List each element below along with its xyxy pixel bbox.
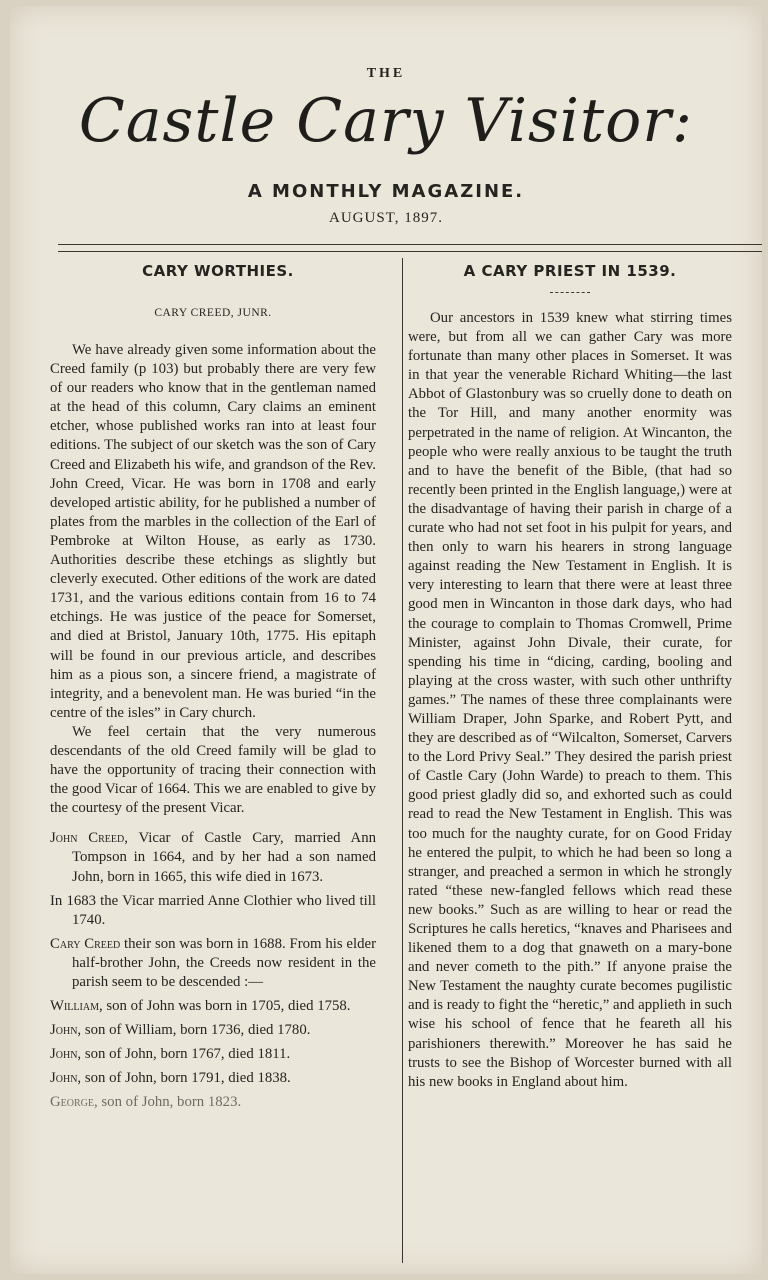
genealogy-entry (50, 1093, 376, 1112)
article-heading-cary-priest: A CARY PRIEST IN 1539. (463, 262, 677, 280)
issue-date: AUGUST, 1897. (329, 210, 443, 226)
genealogy-entry (50, 997, 376, 1016)
heading-ornament-rule (550, 292, 590, 293)
genealogy-list (50, 829, 376, 1112)
genealogy-name: William, (50, 998, 103, 1015)
column-divider (402, 258, 403, 1263)
magazine-page (10, 6, 762, 1274)
magazine-title: Castle Cary Visitor: (78, 86, 694, 156)
article-paragraph: We feel certain that the very numerous descendants of the old Creed family will be glad to have the opportunity of tracing their connection with the good Vicar of 1664. This we are enabled to give by the courtesy of the present Vicar. (50, 723, 376, 817)
genealogy-name: John, (50, 1070, 82, 1087)
masthead-double-rule (58, 244, 762, 252)
genealogy-text: son of John, born 1823. (97, 1094, 242, 1111)
genealogy-text: In 1683 the Vicar married Anne Clothier who lived till 1740. (50, 892, 376, 928)
left-column-article (50, 262, 376, 1118)
genealogy-name: John, (50, 1046, 82, 1063)
genealogy-name: George, (50, 1094, 98, 1111)
genealogy-name: John, (50, 1022, 82, 1039)
genealogy-entry (50, 1069, 376, 1088)
genealogy-text: son of John was born in 1705, died 1758. (102, 998, 351, 1015)
genealogy-text: son of William, born 1736, died 1780. (81, 1022, 311, 1039)
magazine-subtitle: A MONTHLY MAGAZINE. (247, 181, 525, 202)
genealogy-entry (50, 1021, 376, 1040)
article-paragraph: We have already given some information about the Creed family (p 103) but probably there are very few of our readers who know that in the gentleman named at the head of this column, Cary claims an eminent etcher, whose published works ran into at least four editions. The subject of our sketch was the son of Cary Creed and Elizabeth his wife, and grandson of the Rev. John Creed, Vicar. He was born in 1708 and early developed artistic ability, for he published a number of plates from the marbles in the collection of the Earl of Pembroke at Wilton House, as early as 1730. Authorities describe these etchings as slightly but cleverly executed. Other editions of the work are dated 1731, and the various editions contain from 16 to 74 etchings. He was justice of the peace for Somerset, and died at Bristol, January 10th, 1775. His epitaph will be found in our previous article, and describes him as a pious son, a sincere friend, a magistrate of integrity, and a benevolent man. He was buried “in the centre of the isles” in Cary church. (50, 342, 376, 721)
genealogy-text: their son was born in 1688. From his elder half-brother John, the Creeds now resident in the parish seem to be descended :— (72, 935, 376, 990)
genealogy-entry (50, 829, 376, 886)
genealogy-name: John Creed, (50, 830, 128, 847)
article-heading-cary-worthies: CARY WORTHIES. (142, 262, 294, 280)
genealogy-text: son of John, born 1791, died 1838. (81, 1070, 291, 1087)
genealogy-text: son of John, born 1767, died 1811. (81, 1046, 291, 1063)
masthead-the: THE (366, 66, 406, 81)
article-byline: CARY CREED, JUNR. (154, 307, 272, 319)
genealogy-name: Cary Creed (50, 935, 121, 952)
right-column-article (408, 262, 732, 1092)
genealogy-entry (50, 892, 376, 930)
article-paragraph: Our ancestors in 1539 knew what stirring times were, but from all we can gather Cary was more fortunate than many other places in Somerset. It was in that year the venerable Richard Whiting—the last Abbot of Glastonbury was so cruelly done to death on the Tor Hill, and many another enormity was perpetrated in the name of religion. At Wincanton, the people who were really anxious to be taught the truth and to have the benefit of the Bible, (that had so recently been printed in the English language,) were at the disadvantage of having their parish in charge of a curate who had not set foot in his pulpit for years, and then only to warn his hearers in strong language against reading the New Testament in English. It is very interesting to learn that there were at least three good men in Wincanton in those dark days, who had the courage to complain to Thomas Cromwell, Prime Minister, against John Divale, their curate, for spending his time in “dicing, carding, booling and playing at the cross waster, with such other unthrifty games.” The names of these three complainants were William Draper, John Sparke, and Robert Pytt, and they are described as of “Wilcalton, Somerset, Carvers to the Lord Privy Seal.” They desired the parish priest of Castle Cary (John Warde) to preach to them. This good priest gladly did so, and exhorted such as could read to read the New Testament in English. This was too much for the naughty curate, for on Good Friday he entered the pulpit, to which he had been so long a stranger, and preached a sermon in which he strongly rated “these new-fangled fellows which read these new books.” Such as are willing to hear or read the Scriptures he calls heretics, “knaves and Pharisees and likened them to a dog that gnaweth on a mary-bone and never cometh to the pith.” If anyone praise the New Testament the naughty curate becomes pugilistic and is ready to fight the “heretic,” and applieth in such wise his school of fence that he feareth all his parishioners therewith.” Moreover he has said he trusts to see the Bishop of Worcester burned with all his new books in England about him. (408, 310, 732, 1090)
genealogy-entry (50, 1045, 376, 1064)
genealogy-text: Vicar of Castle Cary, married Ann Tompson in 1664, and by her had a son named John, born in 1665, this wife died in 1673. (72, 830, 376, 885)
genealogy-entry (50, 935, 376, 992)
